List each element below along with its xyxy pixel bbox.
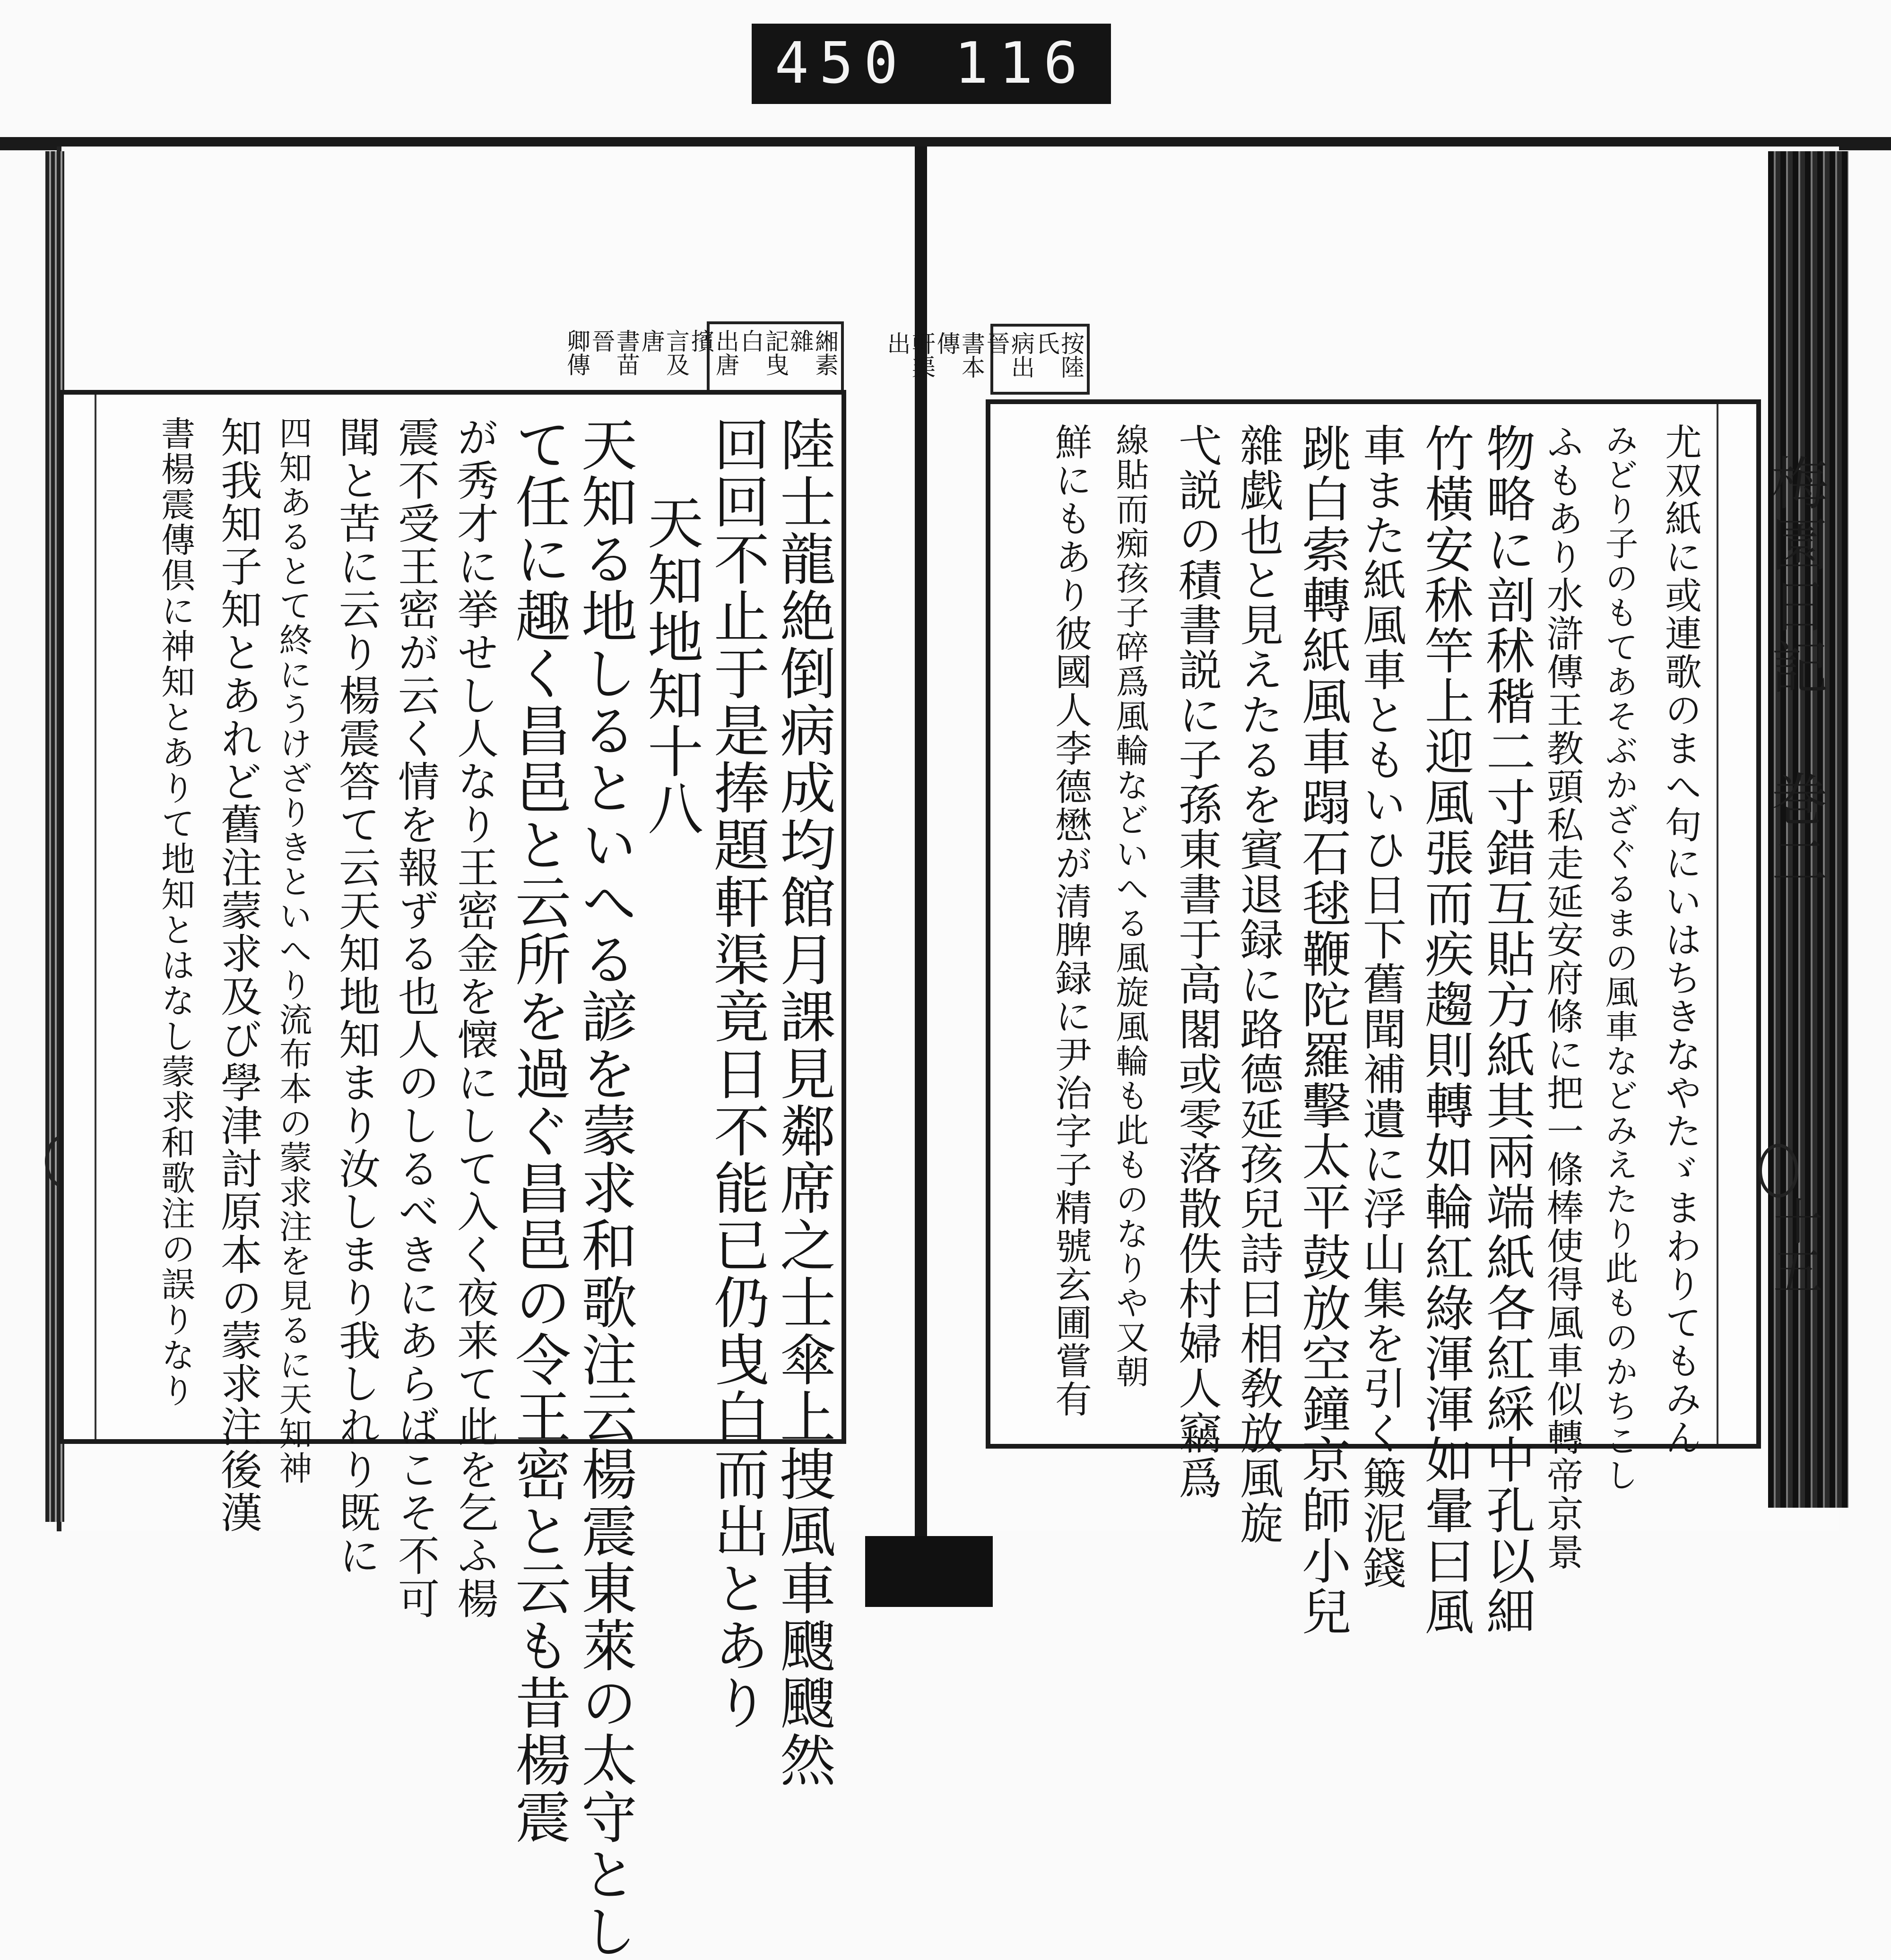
- headnote-line: 記曳白: [737, 329, 789, 376]
- text-column: 天知る地しるといへる諺を蒙求和歌注云楊震東萊の太守とし: [572, 416, 637, 1960]
- text-column: 跳白索轉紙風車蹋石毬鞭陀羅擊太平鼓放空鐘京師小兒: [1293, 423, 1351, 1637]
- text-column: が秀才に挙せし人なり王密金を懐にして入く夜来て此を乞ふ楊: [451, 416, 499, 1620]
- text-column: 書楊震傳倶に神知とありて地知とはなし蒙求和歌注の誤りなり: [156, 416, 195, 1408]
- text-column: みどり子のもてあそぶかざぐるまの風車などみえたり此ものかちこし: [1600, 423, 1639, 1493]
- left-headnote: [563, 321, 844, 397]
- text-column: 陸士龍絶倒病成均館月課見鄰席之士傘上捜風車颼颼然: [771, 416, 836, 1788]
- headnote-line: 卿傳: [563, 329, 590, 376]
- volume-number: 450: [774, 31, 909, 96]
- item-number: 116: [954, 31, 1088, 96]
- left-text-frame: [59, 390, 846, 1960]
- headnote-line: 按陸氏: [1032, 331, 1084, 379]
- right-folio: 十五: [1765, 1196, 1823, 1295]
- headnote-line: 言及唐: [637, 329, 690, 376]
- headnote-line: 書苗晉: [588, 329, 640, 376]
- text-column: 物略に剖秫稭二寸錯互貼方紙其兩端紙各紅綵中孔以細: [1478, 423, 1535, 1637]
- text-column: 尤双紙に或連歌のまへ句にいはちきなやたゞまわりてもみん: [1659, 423, 1701, 1457]
- headnote-line: 出唐擯: [687, 329, 739, 376]
- text-column: 雜戯也と見えたるを賓退録に路德延孩兒詩曰相敎放風旋: [1233, 423, 1284, 1546]
- right-margin-title: 梅園日記 巻二: [1762, 454, 1828, 893]
- frame-inner-rule: [1717, 404, 1718, 1444]
- headnote-line: 書本傳: [933, 331, 985, 379]
- text-column: 竹橫安秫竿上迎風張而疾趨則轉如輪紅綠渾渾如暈曰風: [1416, 423, 1474, 1637]
- text-column: 四知あるとて終にうけざりきといへり流布本の蒙求注を見るに天知神: [274, 416, 312, 1485]
- text-column: 車また紙風車ともいひ日下舊聞補遺に浮山集を引く簸泥錢: [1356, 423, 1406, 1590]
- headnote-line: 病出晉: [982, 331, 1035, 379]
- text-column: 線貼而痴孩子碎爲風輪などいへる風旋風輪も此ものなりや又朝: [1110, 423, 1149, 1389]
- text-column: 天知地知十八: [638, 494, 703, 837]
- headnote-line: 軒渠出: [883, 331, 936, 379]
- gutter-foot: [865, 1536, 993, 1607]
- frame-inner-rule: [95, 395, 96, 1439]
- text-column: 鮮にもあり彼國人李德懋が清脾録に尹治字子精號玄圃嘗有: [1049, 423, 1092, 1418]
- text-column: ふもあり水滸傳王教頭私走延安府條に把一條棒使得風車似轉帝京景: [1541, 423, 1583, 1571]
- text-column: 知我知子知とあれど舊注蒙求及び學津討原本の蒙求注後漢: [214, 416, 263, 1534]
- text-column: 弋説の積書説に子孫東書于高閣或零落散佚村婦人竊爲: [1171, 423, 1222, 1501]
- text-column: 回回不止于是捧題軒渠竟日不能已仍曳白而出とあり: [704, 416, 770, 1731]
- right-folio-mark: [1759, 1144, 1798, 1198]
- text-column: 震不受王密が云く情を報ずる也人のしるべきにあらばこそ不可: [391, 416, 440, 1620]
- text-column: て任に趣く昌邑と云所を過ぐ昌邑の令王密と云も昔楊震: [506, 416, 571, 1846]
- right-headnote: [883, 324, 1090, 395]
- right-text-frame: [986, 399, 1761, 1637]
- text-column: 聞と苦に云り楊震答て云天知地知まり汝しまり我しれり既に: [332, 416, 381, 1577]
- volume-label: [752, 24, 1111, 104]
- headnote-line: 緗素雜: [786, 329, 839, 376]
